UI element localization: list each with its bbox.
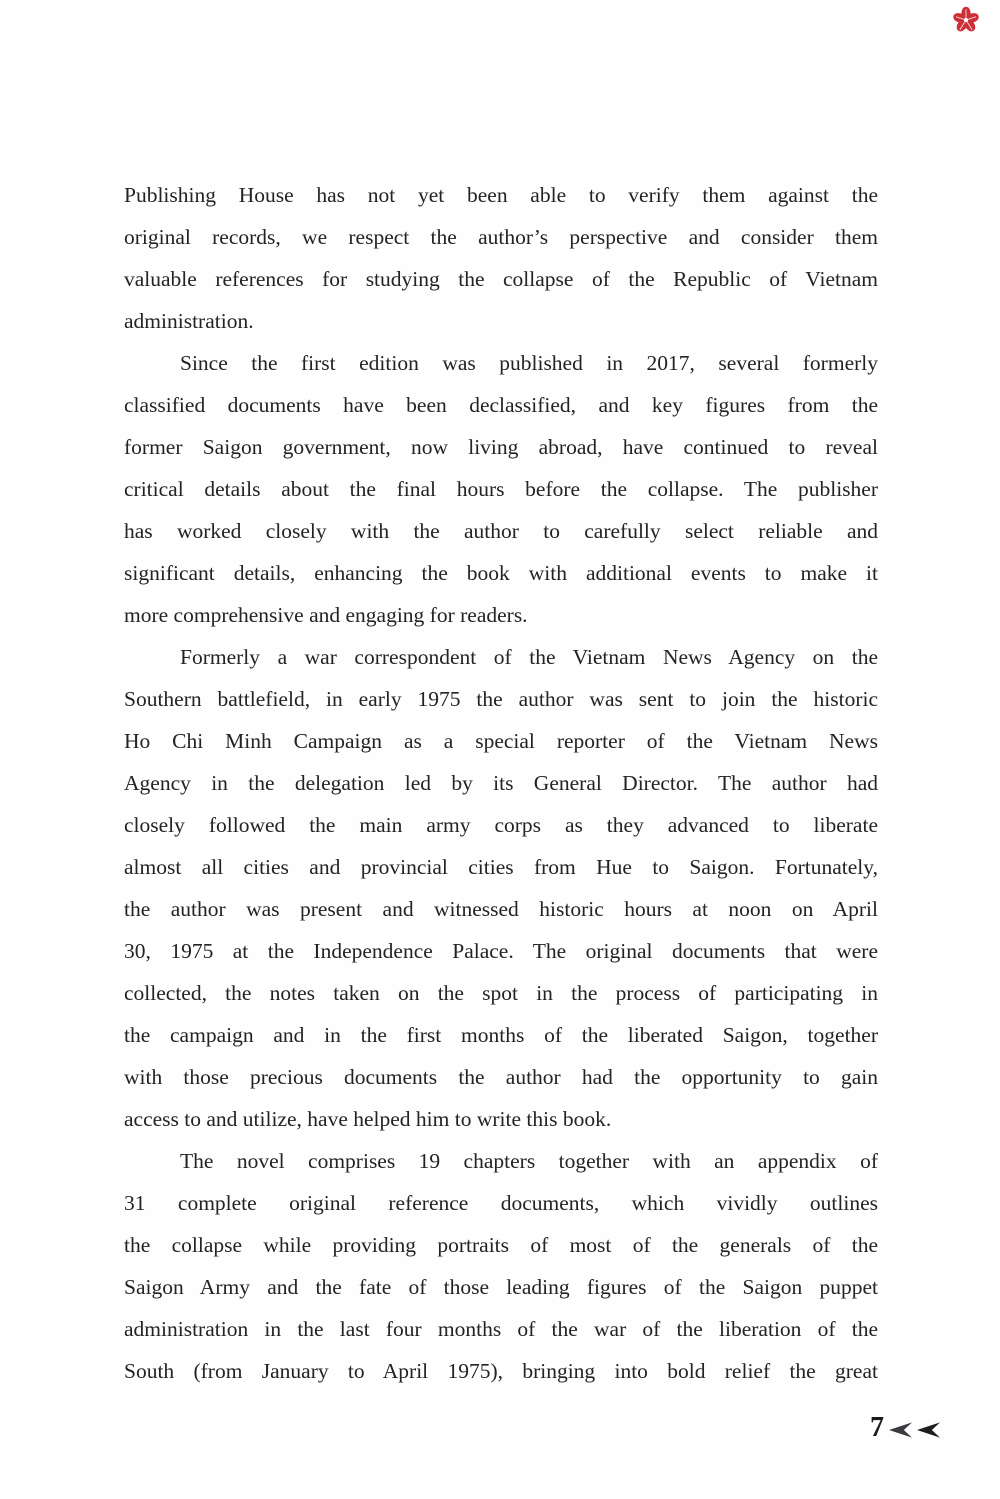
flower-icon <box>952 6 980 34</box>
text-line: access to and utilize, have helped him to write this book. <box>124 1107 612 1131</box>
text-line: collected, the notes taken on the spot in the process of participating in <box>124 981 878 1005</box>
text-line: Ho Chi Minh Campaign as a special reporter of the Vietnam News <box>124 729 878 753</box>
page-footer <box>870 1408 940 1448</box>
text-line: Formerly a war correspondent of the Vietnam News Agency on the <box>180 645 878 669</box>
text-line: the campaign and in the first months of the liberated Saigon, together <box>124 1023 878 1047</box>
page-number: 7 <box>870 1412 884 1443</box>
text-line: Publishing House has not yet been able to verify them against the <box>124 183 878 207</box>
text-line: the author was present and witnessed historic hours at noon on April <box>124 897 878 921</box>
text-line: classified documents have been declassified, and key figures from the <box>124 393 878 417</box>
left-arrow-icon <box>889 1421 912 1439</box>
text-line: Saigon Army and the fate of those leading figures of the Saigon puppet <box>124 1275 878 1299</box>
text-line: more comprehensive and engaging for readers. <box>124 603 528 627</box>
text-line: South (from January to April 1975), bringing into bold relief the great <box>124 1359 878 1383</box>
text-line: the collapse while providing portraits of most of the generals of the <box>124 1233 878 1257</box>
paragraph <box>124 342 878 636</box>
text-line: almost all cities and provincial cities from Hue to Saigon. Fortunately, <box>124 855 878 879</box>
text-line: 31 complete original reference documents, which vividly outlines <box>124 1191 878 1215</box>
left-arrow-icon <box>917 1421 940 1439</box>
text-line: original records, we respect the author’s perspective and consider them <box>124 225 878 249</box>
paragraph <box>124 1140 878 1392</box>
text-line: administration in the last four months of the war of the liberation of the <box>124 1317 878 1341</box>
text-line: The novel comprises 19 chapters together with an appendix of <box>180 1149 878 1173</box>
text-line: Southern battlefield, in early 1975 the author was sent to join the historic <box>124 687 878 711</box>
text-line: Agency in the delegation led by its General Director. The author had <box>124 771 878 795</box>
text-line: significant details, enhancing the book with additional events to make it <box>124 561 878 585</box>
body-text <box>124 174 878 1392</box>
text-line: valuable references for studying the collapse of the Republic of Vietnam <box>124 267 878 291</box>
text-line: closely followed the main army corps as they advanced to liberate <box>124 813 878 837</box>
text-line: 30, 1975 at the Independence Palace. The original documents that were <box>124 939 878 963</box>
text-line: former Saigon government, now living abroad, have continued to reveal <box>124 435 878 459</box>
paragraph <box>124 636 878 1140</box>
text-line: has worked closely with the author to carefully select reliable and <box>124 519 878 543</box>
text-line: Since the first edition was published in 2017, several formerly <box>180 351 878 375</box>
text-line: critical details about the final hours before the collapse. The publisher <box>124 477 878 501</box>
text-line: administration. <box>124 309 254 333</box>
paragraph <box>124 174 878 342</box>
text-line: with those precious documents the author had the opportunity to gain <box>124 1065 878 1089</box>
